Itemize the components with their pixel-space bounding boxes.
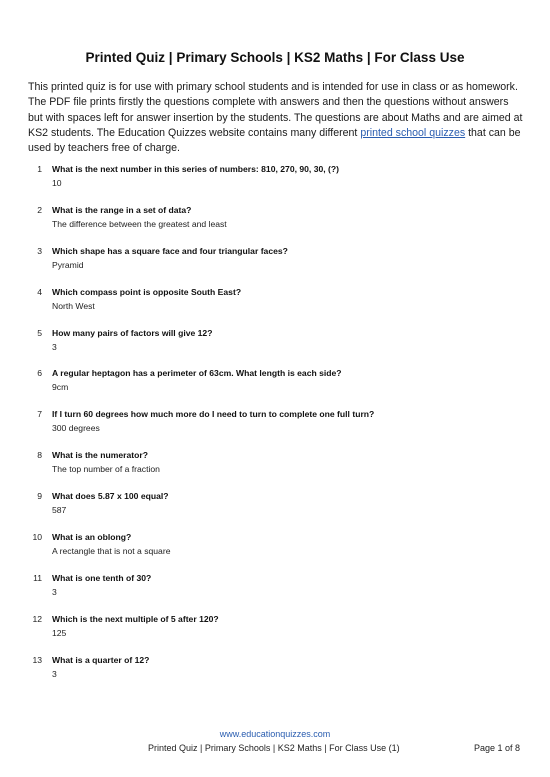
question-item	[28, 573, 524, 614]
intro-paragraph	[28, 80, 524, 156]
answer-text: The difference between the greatest and least	[52, 218, 227, 229]
answer-text: Pyramid	[52, 259, 84, 270]
answer-text: 587	[52, 505, 67, 516]
question-item	[28, 205, 524, 246]
question-text: What is one tenth of 30?	[52, 572, 152, 583]
question-text: What is the next number in this series of numbers: 810, 270, 90, 30, (?)	[52, 164, 340, 174]
question-number: 10	[32, 532, 42, 543]
answer-text: 3	[52, 341, 57, 352]
question-item	[28, 450, 524, 491]
question-number: 8	[37, 450, 42, 461]
answer-text: 125	[52, 627, 67, 638]
question-number: 4	[37, 286, 42, 297]
question-item	[28, 614, 524, 655]
question-number: 3	[37, 245, 42, 256]
intro-text: This printed quiz is for use with primary school students and is intended for use in class or as homework. The PDF file prints firstly the questions complete with answers and then the questions without answers but with spaces left for answer insertion by the students. The questions are about Maths and are aimed at KS2 students. The Education Quizzes website contains many different	[28, 81, 523, 139]
question-number: 1	[37, 164, 42, 174]
question-text: A regular heptagon has a perimeter of 63cm. What length is each side?	[52, 368, 342, 379]
intro-text-end: that can be used by teachers free of charge.	[28, 126, 521, 155]
question-item	[28, 246, 524, 287]
question-item	[28, 164, 524, 205]
answer-text: 10	[52, 178, 62, 188]
page-title: Printed Quiz | Primary Schools | KS2 Maths | For Class Use	[85, 50, 465, 65]
question-text: How many pairs of factors will give 12?	[52, 327, 213, 338]
question-item	[28, 655, 524, 696]
question-text: What does 5.87 x 100 equal?	[52, 491, 169, 502]
question-item	[28, 328, 524, 369]
question-item	[28, 409, 524, 450]
question-number: 6	[37, 368, 42, 379]
question-item	[28, 491, 524, 532]
answer-text: 300 degrees	[52, 423, 100, 434]
printed-quizzes-link[interactable]: printed school quizzes	[360, 126, 466, 139]
page-number: Page 1 of 8	[473, 743, 520, 753]
question-number: 13	[32, 654, 42, 665]
question-list	[28, 164, 524, 696]
question-number: 5	[37, 327, 42, 338]
footer-caption: Printed Quiz | Primary Schools | KS2 Maths | For Class Use (1)	[148, 743, 400, 753]
question-number: 7	[37, 409, 42, 420]
question-text: What is the numerator?	[52, 450, 148, 461]
question-item	[28, 287, 524, 328]
question-number: 11	[33, 572, 42, 583]
question-text: What is the range in a set of data?	[52, 204, 192, 215]
question-item	[28, 532, 524, 573]
question-number: 12	[32, 613, 42, 624]
question-text: If I turn 60 degrees how much more do I need to turn to complete one full turn?	[52, 409, 375, 420]
question-item	[28, 368, 524, 409]
question-text: What is an oblong?	[52, 532, 132, 543]
question-number: 9	[37, 491, 42, 502]
answer-text: 3	[52, 586, 57, 597]
question-text: What is a quarter of 12?	[52, 654, 150, 665]
answer-text: North West	[52, 300, 95, 311]
answer-text: A rectangle that is not a square	[52, 546, 171, 557]
question-text: Which compass point is opposite South East?	[52, 286, 242, 297]
question-text: Which shape has a square face and four triangular faces?	[52, 245, 288, 256]
answer-text: The top number of a fraction	[52, 464, 160, 475]
question-text: Which is the next multiple of 5 after 120?	[52, 613, 219, 624]
answer-text: 3	[52, 668, 57, 679]
question-number: 2	[37, 204, 42, 215]
answer-text: 9cm	[52, 382, 69, 393]
website-link[interactable]: www.educationquizzes.com	[219, 729, 331, 739]
